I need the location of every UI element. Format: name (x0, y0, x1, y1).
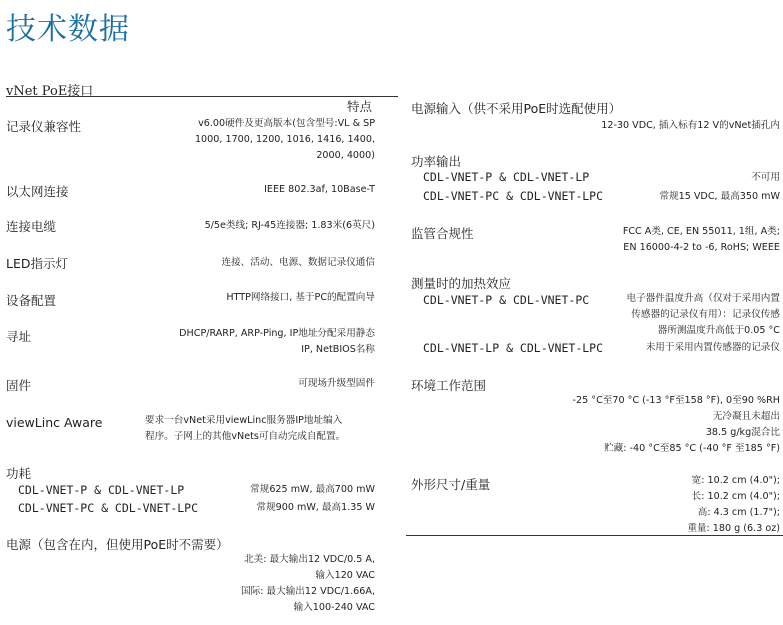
addr-value: DHCP/RARP, ARP-Ping, IP地址分配采用静态 IP, NetBIOS名称 (179, 328, 375, 355)
environment-label: 环境工作范围 (411, 378, 487, 393)
power-row1-label: CDL-VNET-P & CDL-VNET-LP (18, 483, 185, 497)
compat-value: v6.00硬件及更高版本(包含型号:VL & SP 1000, 1700, 1200, 1016, 1416, 1400, 2000, 4000) (194, 118, 375, 161)
viewlinc-value: 要求一台vNet采用viewLinc服务器IP地址编入 程序。子网上的其他vNets可自动完成自配置。 (145, 415, 346, 442)
ethernet-value: IEEE 802.3af, 10Base-T (264, 184, 375, 195)
power-output-label: 功率输出 (411, 154, 462, 169)
cable-label: 连接电缆 (6, 219, 57, 234)
cable-value: 5/5e类线; RJ-45连接器; 1.83米(6英尺) (204, 220, 375, 231)
heat-row1-value: 电子器件温度升高（仅对于采用内置 传感器的记录仪有用）：记录仪传感 器所测温度升高低于0.05 °C (626, 293, 780, 336)
dimensions-value: 宽: 10.2 cm (4.0"); 长: 10.2 cm (4.0"); 高: 4.3 cm (1.7"); 重量: 180 g (6.3 oz) (687, 475, 780, 534)
output-row2-value: 常规15 VDC, 最高350 mW (659, 191, 780, 202)
output-row1-label: CDL-VNET-P & CDL-VNET-LP (423, 170, 590, 184)
heat-row2-label: CDL-VNET-LP & CDL-VNET-LPC (423, 341, 604, 355)
heating-label: 测量时的加热效应 (411, 276, 512, 291)
section-rule (6, 96, 398, 97)
firmware-label: 固件 (6, 378, 32, 393)
led-label: LED指示灯 (6, 256, 68, 271)
viewlinc-label: viewLinc Aware (6, 415, 103, 430)
regulatory-label: 监管合规性 (411, 226, 474, 241)
ethernet-label: 以太网连接 (6, 184, 69, 199)
supply-label: 电源（包含在内，但使用PoE时不需要） (6, 537, 229, 552)
power-label: 功耗 (6, 466, 32, 481)
page-title: 技术数据 (6, 12, 130, 47)
config-value: HTTP网络接口, 基于PC的配置向导 (226, 292, 375, 303)
supply-value: 北美: 最大输出12 VDC/0.5 A, 输入120 VAC 国际: 最大输出12 VDC/1.66A, 输入100-240 VAC (241, 554, 375, 613)
section-title: vNet PoE接口 (6, 84, 94, 99)
compat-label: 记录仪兼容性 (6, 119, 82, 134)
power-input-label: 电源输入（供不采用PoE时选配使用） (411, 101, 622, 116)
output-row1-value: 不可用 (751, 172, 780, 183)
dimensions-label: 外形尺寸/重量 (411, 477, 491, 492)
environment-value: -25 °C至70 °C (-13 °F至158 °F), 0至90 %RH 无冷凝且未超出 38.5 g/kg混合比 贮藏: -40 °C至85 °C (-40 °F 至185 °F) (572, 395, 780, 454)
output-row2-label: CDL-VNET-PC & CDL-VNET-LPC (423, 189, 604, 203)
heat-row1-label: CDL-VNET-P & CDL-VNET-PC (423, 293, 590, 307)
heat-row2-value: 未用于采用内置传感器的记录仪 (645, 342, 780, 353)
column-header: 特点 (347, 99, 373, 114)
firmware-value: 可现场升级型固件 (298, 378, 375, 389)
power-row2-value: 常规900 mW, 最高1.35 W (256, 502, 375, 513)
regulatory-value: FCC A类, CE, EN 55011, 1组, A类; EN 16000-4-2 to -6, RoHS; WEEE (622, 226, 780, 253)
power-row1-value: 常规625 mW, 最高700 mW (250, 484, 375, 495)
led-value: 连接、活动、电源、数据记录仪通信 (221, 257, 375, 268)
config-label: 设备配置 (6, 293, 57, 308)
addr-label: 寻址 (6, 329, 32, 344)
power-input-value: 12-30 VDC, 插入标有12 V的vNet插孔内 (601, 120, 780, 131)
power-row2-label: CDL-VNET-PC & CDL-VNET-LPC (18, 501, 199, 515)
